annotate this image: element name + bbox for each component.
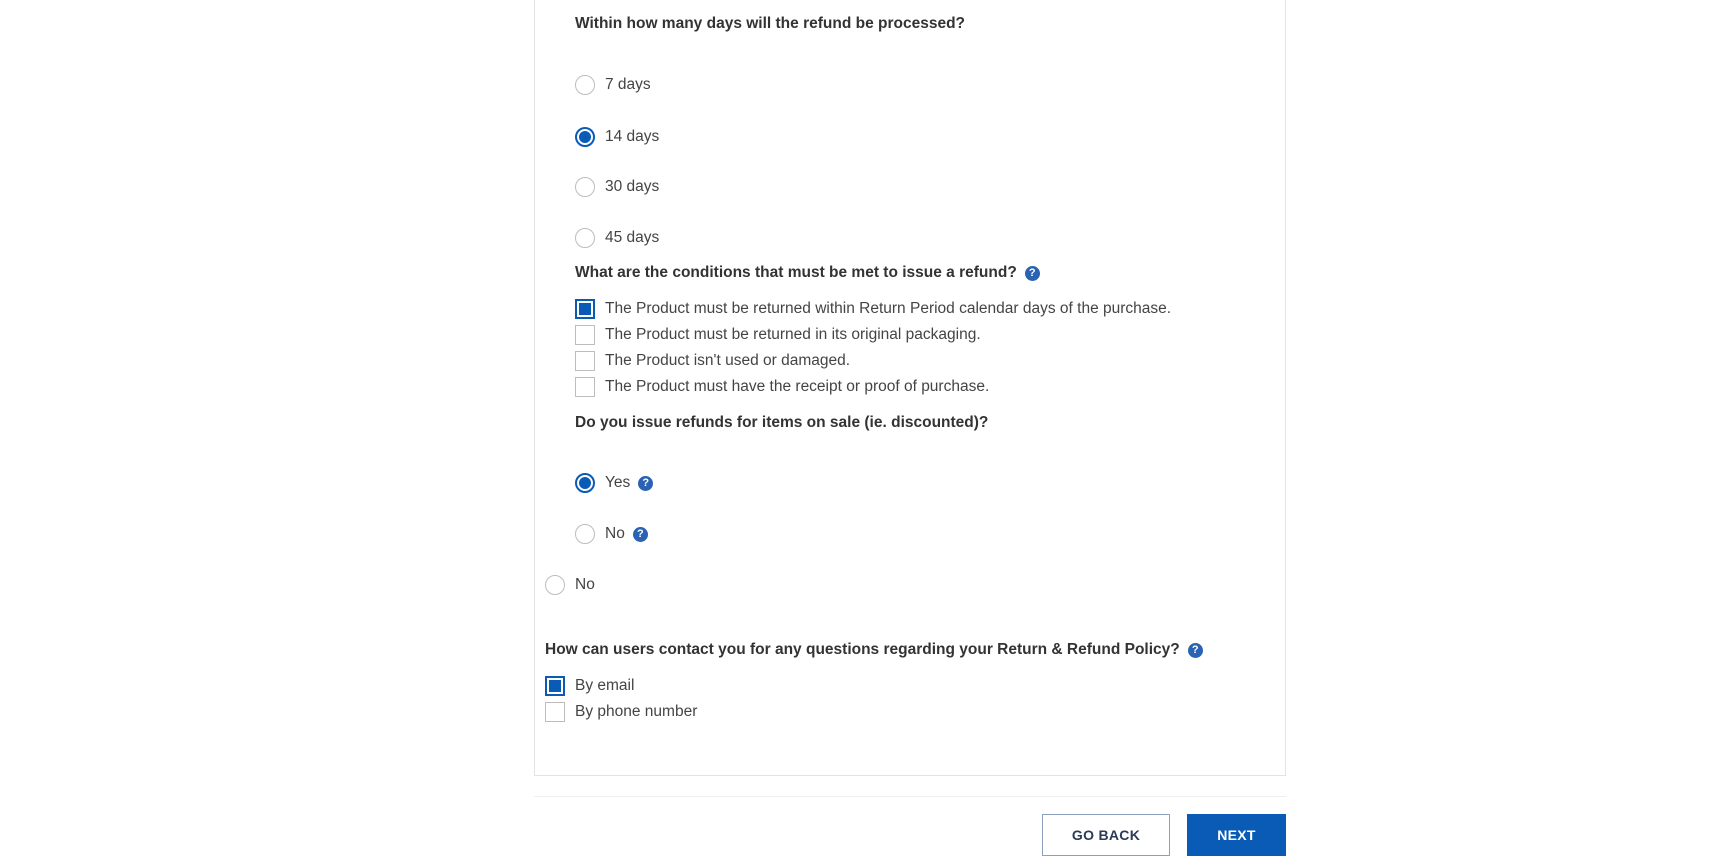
question-label: Do you issue refunds for items on sale (ie. discounted)? (575, 414, 989, 431)
option-label: 7 days (605, 76, 651, 93)
option-label: 14 days (605, 128, 660, 145)
radio-sale-yes[interactable] (575, 473, 653, 493)
option-label: 45 days (605, 229, 660, 246)
option-label: The Product isn't used or damaged. (605, 352, 851, 369)
radio-30-days[interactable] (575, 177, 659, 197)
option-label: The Product must be returned in its original packaging. (605, 326, 981, 343)
question-label: How can users contact you for any questions regarding your Return & Refund Policy? (545, 641, 1180, 658)
radio-icon[interactable] (575, 473, 595, 493)
checkbox-icon[interactable] (575, 325, 595, 345)
help-icon[interactable]: ? (1188, 643, 1203, 658)
radio-7-days[interactable] (575, 75, 651, 95)
checkbox-by-email[interactable] (545, 676, 634, 696)
option-label: No (605, 525, 625, 542)
question-label: What are the conditions that must be met to issue a refund? (575, 264, 1017, 281)
help-icon[interactable]: ? (1025, 266, 1040, 281)
radio-icon[interactable] (575, 524, 595, 544)
divider (534, 796, 1286, 797)
checkbox-icon[interactable] (575, 299, 595, 319)
radio-sale-no[interactable] (575, 524, 648, 544)
help-icon[interactable]: ? (638, 476, 653, 491)
help-icon[interactable]: ? (633, 527, 648, 542)
option-label: By phone number (575, 703, 698, 720)
option-label: The Product must be returned within Return Period calendar days of the purchase. (605, 300, 1172, 317)
checkbox-not-used[interactable] (575, 351, 850, 371)
checkbox-original-packaging[interactable] (575, 325, 981, 345)
option-label: No (575, 576, 595, 593)
option-label: The Product must have the receipt or proof of purchase. (605, 378, 990, 395)
radio-icon[interactable] (575, 75, 595, 95)
radio-icon[interactable] (575, 228, 595, 248)
option-label: 30 days (605, 178, 660, 195)
option-label: By email (575, 677, 635, 694)
checkbox-icon[interactable] (545, 676, 565, 696)
question-conditions (575, 264, 1040, 282)
radio-icon[interactable] (575, 127, 595, 147)
checkbox-receipt[interactable] (575, 377, 989, 397)
checkbox-by-phone[interactable] (545, 702, 697, 722)
question-contact (545, 641, 1203, 659)
checkbox-icon[interactable] (575, 377, 595, 397)
next-button[interactable]: NEXT (1187, 814, 1286, 856)
radio-icon[interactable] (575, 177, 595, 197)
option-label: Yes (605, 474, 631, 491)
radio-icon[interactable] (545, 575, 565, 595)
checkbox-return-period[interactable] (575, 299, 1171, 319)
go-back-button[interactable]: GO BACK (1042, 814, 1170, 856)
question-refund-days (575, 15, 965, 33)
radio-45-days[interactable] (575, 228, 659, 248)
radio-14-days[interactable] (575, 127, 659, 147)
question-sale-items (575, 414, 988, 432)
checkbox-icon[interactable] (545, 702, 565, 722)
checkbox-icon[interactable] (575, 351, 595, 371)
radio-outer-no[interactable] (545, 575, 595, 595)
question-label: Within how many days will the refund be processed? (575, 15, 966, 32)
